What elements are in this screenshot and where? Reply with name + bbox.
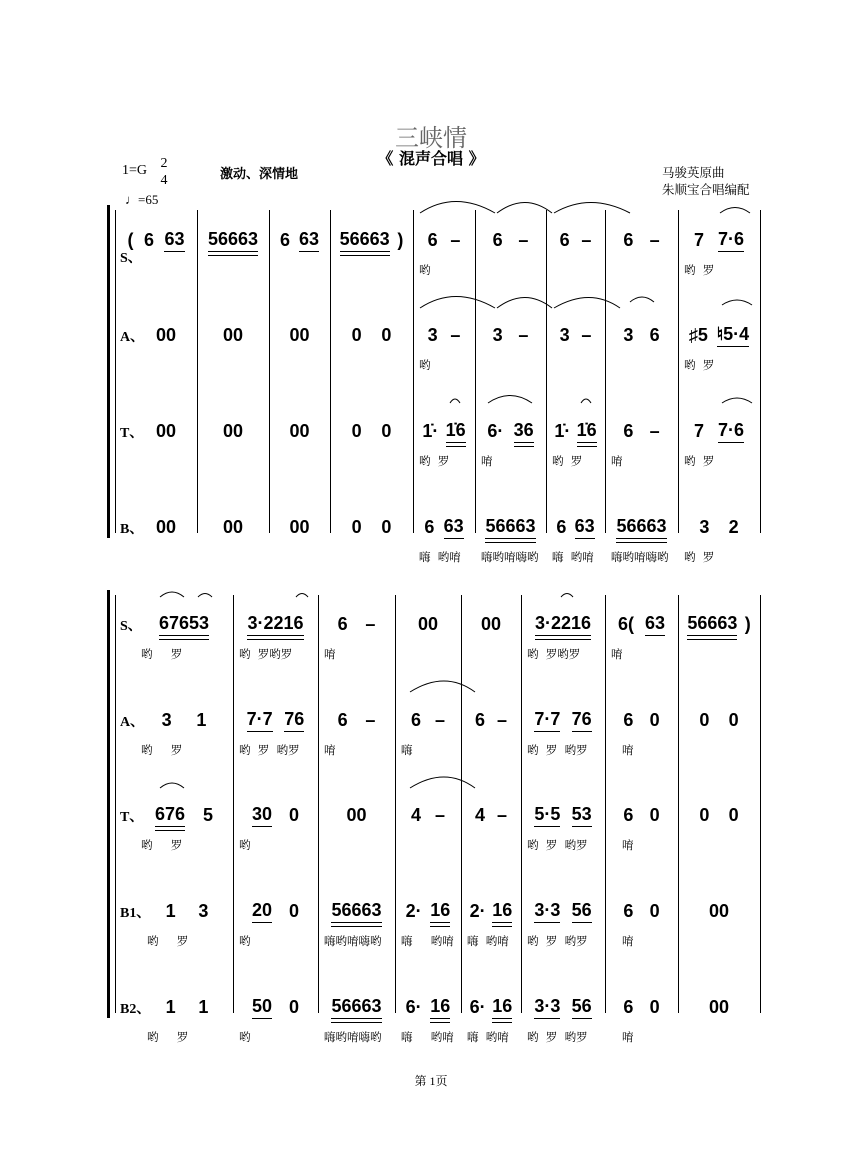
lyric: 哟 罗: [141, 838, 183, 852]
lyric: 哟 罗: [141, 743, 183, 757]
expression-marking: 激动、深情地: [220, 167, 299, 182]
note-group: 0: [728, 710, 739, 730]
note-group: 16: [430, 900, 450, 923]
tempo-marking: ♩=65: [125, 192, 159, 207]
lyric: 哟 罗: [552, 454, 583, 468]
note-group: 3: [623, 325, 634, 345]
lyric: 唷: [611, 647, 623, 661]
note-group: 6: [623, 710, 634, 730]
lyric: 哟 罗 哟罗: [527, 743, 588, 757]
note-group: 1̇·: [554, 421, 571, 441]
note-group: 4: [410, 805, 421, 825]
note-group: 6: [410, 710, 421, 730]
note-group: 0: [699, 710, 710, 730]
note-group: 1: [165, 997, 176, 1017]
score-title: 三峡情: [395, 124, 467, 152]
lyric: 哟: [419, 263, 431, 277]
time-signature-bottom: 4: [160, 173, 168, 188]
lyric: 唷: [611, 934, 634, 948]
note-group: 6: [474, 710, 485, 730]
note-group: 7·7: [247, 709, 273, 732]
note-group: 63: [164, 229, 184, 252]
lyric: 哟: [239, 934, 251, 948]
note-group: –: [649, 421, 660, 441]
note-group: –: [434, 710, 445, 730]
note-group: 1: [198, 997, 209, 1017]
note-group: 0: [649, 805, 660, 825]
note-group: 0: [381, 421, 392, 441]
note-group: 0: [649, 710, 660, 730]
note-group: 3·3: [534, 996, 560, 1019]
note-group: –: [434, 805, 445, 825]
note-group: 7: [693, 230, 704, 250]
note-group: 76: [284, 709, 304, 732]
note-group: 16: [430, 996, 450, 1019]
note-group: 6: [623, 230, 634, 250]
note-group: 2·: [405, 901, 422, 921]
note-group: 00: [222, 325, 244, 345]
note-group: 63: [299, 229, 319, 252]
note-group: –: [518, 230, 529, 250]
note-group: 30: [252, 804, 272, 827]
note-group: 00: [417, 614, 439, 634]
note-group: 00: [289, 421, 310, 441]
note-group: 6: [143, 230, 154, 250]
lyric: 哟: [239, 1030, 251, 1044]
note-group: 0: [289, 901, 300, 921]
page-number: 第 1页: [414, 1074, 448, 1088]
note-group: 63: [575, 516, 595, 539]
note-group: 6·: [487, 421, 504, 441]
lyric: 哟: [419, 358, 431, 372]
note-group: 16: [492, 996, 512, 1019]
note-group: –: [496, 805, 507, 825]
lyric: 嗨哟唷嗨哟: [324, 934, 382, 948]
note-group: 6: [623, 421, 634, 441]
note-group: 63: [645, 613, 665, 636]
note-group: ): [397, 230, 404, 250]
lyric: 哟 罗哟罗: [527, 647, 581, 661]
note-group: 50: [252, 996, 272, 1019]
note-group: –: [581, 230, 592, 250]
note-group: 7·7: [534, 709, 560, 732]
lyric: 唷: [611, 743, 634, 757]
voice-label: A、: [120, 715, 145, 730]
note-group: 6: [424, 517, 435, 537]
note-group: 00: [480, 614, 502, 634]
note-group: 00: [289, 325, 310, 345]
note-group: 6: [492, 230, 503, 250]
note-group: 7: [693, 421, 704, 441]
note-group: 56663: [331, 996, 381, 1019]
note-group: 7·6: [718, 420, 744, 443]
note-group: –: [450, 325, 461, 345]
lyric: 哟 罗: [147, 1030, 189, 1044]
note-group: 3·2216: [535, 613, 591, 636]
note-group: 6: [623, 805, 634, 825]
lyric: 嗨哟唷嗨哟: [324, 1030, 382, 1044]
note-group: 1̇6: [446, 420, 466, 443]
lyric: 嗨 哟唷: [552, 550, 594, 564]
note-group: 56663: [331, 900, 381, 923]
lyric: 哟 罗 哟罗: [527, 838, 588, 852]
note-group: 00: [708, 901, 730, 921]
note-group: 6·: [405, 997, 422, 1017]
note-group: 3·3: [534, 900, 560, 923]
note-group: 56663: [485, 516, 535, 539]
note-group: 3: [559, 325, 570, 345]
note-group: 7·6: [718, 229, 744, 252]
note-group: ): [744, 614, 751, 634]
lyric: 哟 罗 哟罗: [239, 743, 300, 757]
note-group: –: [518, 325, 529, 345]
arranger-credit: 朱顺宝合唱编配: [662, 182, 750, 197]
voice-label: S、: [120, 619, 142, 634]
note-group: 5: [202, 805, 213, 825]
lyric: 哟 罗: [419, 454, 450, 468]
note-group: 53: [572, 804, 592, 827]
note-group: 2: [728, 517, 739, 537]
note-group: ♮5·4: [717, 324, 749, 347]
note-group: 00: [155, 517, 177, 537]
note-group: 6: [559, 230, 570, 250]
note-group: 6: [649, 325, 660, 345]
voice-label: S、: [120, 251, 142, 266]
lyric: 哟 罗: [684, 550, 715, 564]
note-group: –: [365, 614, 376, 634]
note-group: 00: [222, 517, 244, 537]
note-group: 6: [279, 230, 290, 250]
lyric: 唷: [324, 743, 336, 757]
lyric: 哟 罗 哟罗: [527, 1030, 588, 1044]
note-group: 6: [337, 614, 348, 634]
note-group: 6: [556, 517, 567, 537]
lyric: 唷: [611, 1030, 634, 1044]
note-group: 0: [289, 997, 300, 1017]
voice-label: B、: [120, 522, 144, 537]
lyric: 唷: [481, 454, 493, 468]
lyric: 哟 罗: [141, 647, 183, 661]
note-group: –: [450, 230, 461, 250]
lyric: 嗨 哟唷: [467, 1030, 509, 1044]
note-group: 4: [474, 805, 485, 825]
note-group: 56663: [208, 229, 258, 252]
note-group: 00: [289, 517, 310, 537]
note-group: 76: [572, 709, 592, 732]
note-group: 0: [699, 805, 710, 825]
note-group: 6·: [469, 997, 486, 1017]
lyric: 哟 罗哟罗: [239, 647, 293, 661]
note-group: 0: [351, 517, 362, 537]
time-signature-top: 2: [160, 156, 168, 171]
voice-label: B2、: [120, 1002, 151, 1017]
note-group: 6: [337, 710, 348, 730]
note-group: 56663: [340, 229, 390, 252]
note-group: 16: [492, 900, 512, 923]
note-group: 6(: [617, 614, 634, 634]
lyric: 嗨 哟唷: [467, 934, 509, 948]
note-group: 2·: [469, 901, 486, 921]
note-group: 0: [381, 517, 392, 537]
lyric: 唷: [611, 838, 634, 852]
note-group: 3: [699, 517, 710, 537]
lyric: 嗨哟唷嗨哟: [611, 550, 669, 564]
lyric: 哟: [239, 838, 251, 852]
note-group: (: [127, 230, 134, 250]
score-subtitle: 《 混声合唱 》: [377, 149, 485, 168]
note-group: 0: [351, 421, 362, 441]
note-group: 1̇·: [422, 421, 439, 441]
note-group: 56663: [616, 516, 666, 539]
note-group: 56: [572, 900, 592, 923]
note-group: 3: [427, 325, 438, 345]
note-group: 00: [155, 421, 177, 441]
lyric: 唷: [611, 454, 623, 468]
composer-credit: 马骏英原曲: [662, 165, 725, 180]
voice-label: T、: [120, 810, 144, 825]
lyric: 哟 罗: [684, 358, 715, 372]
note-group: 67653: [159, 613, 209, 636]
note-group: 1̇6: [577, 420, 597, 443]
note-group: 56663: [687, 613, 737, 636]
note-group: 0: [649, 901, 660, 921]
note-group: 00: [346, 805, 367, 825]
voice-label: T、: [120, 426, 144, 441]
note-group: 676: [155, 804, 185, 827]
lyric: 嗨 哟唷: [401, 1030, 454, 1044]
note-group: 0: [649, 997, 660, 1017]
note-group: ♯5: [688, 325, 708, 345]
voice-label: B1、: [120, 906, 151, 921]
lyric: 哟 罗: [684, 263, 715, 277]
lyric: 哟 罗: [684, 454, 715, 468]
note-group: 0: [289, 805, 300, 825]
note-group: 00: [222, 421, 244, 441]
note-group: 1: [165, 901, 176, 921]
note-group: 00: [155, 325, 177, 345]
lyric: 哟 罗 哟罗: [527, 934, 588, 948]
note-group: 3·2216: [247, 613, 303, 636]
note-group: 0: [381, 325, 392, 345]
note-group: 36: [514, 420, 534, 443]
note-group: 63: [444, 516, 464, 539]
voice-label: A、: [120, 330, 145, 345]
note-group: –: [365, 710, 376, 730]
lyric: 嗨哟唷嗨哟: [481, 550, 539, 564]
note-group: –: [496, 710, 507, 730]
note-group: 56: [572, 996, 592, 1019]
note-group: 3: [492, 325, 503, 345]
note-group: 3: [161, 710, 172, 730]
lyric: 嗨 哟唷: [419, 550, 461, 564]
lyric: 嗨 哟唷: [401, 934, 454, 948]
note-group: 20: [252, 900, 272, 923]
lyric: 唷: [324, 647, 336, 661]
note-group: 0: [728, 805, 739, 825]
note-group: 0: [351, 325, 362, 345]
note-group: 5·5: [534, 804, 560, 827]
lyric: 嗨: [401, 743, 413, 757]
note-group: 6: [623, 901, 634, 921]
note-group: 3: [198, 901, 209, 921]
note-group: 00: [708, 997, 730, 1017]
lyric: 哟 罗: [147, 934, 189, 948]
note-group: 6: [427, 230, 438, 250]
key-signature: 1=G: [122, 163, 148, 178]
note-group: 6: [623, 997, 634, 1017]
note-group: 1: [196, 710, 207, 730]
note-group: –: [649, 230, 660, 250]
note-group: –: [581, 325, 592, 345]
